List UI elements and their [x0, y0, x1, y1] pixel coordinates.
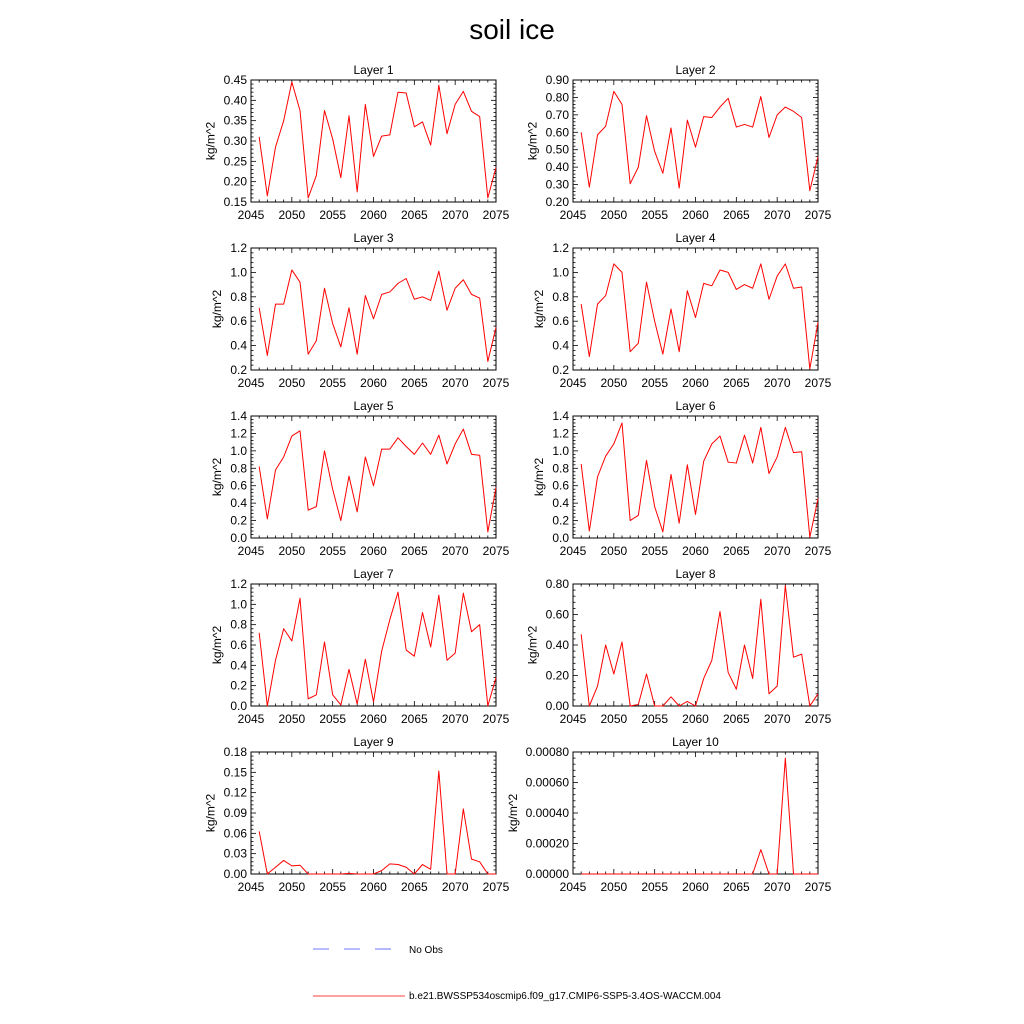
x-tick-label: 2055	[319, 712, 347, 726]
plot-frame	[251, 584, 496, 706]
y-tick-label: 0.0	[552, 531, 569, 545]
x-tick-label: 2050	[600, 376, 628, 390]
x-tick-label: 2070	[763, 208, 791, 222]
chart-title: Layer 5	[353, 399, 394, 413]
y-axis-label: kg/m^2	[203, 793, 218, 833]
y-tick-label: 1.2	[230, 577, 247, 591]
y-tick-label: 0.20	[223, 174, 247, 189]
x-tick-label: 2075	[804, 376, 832, 390]
x-tick-label: 2065	[400, 208, 428, 222]
y-tick-label: 0.60	[545, 607, 569, 622]
legend	[313, 945, 721, 1002]
x-tick-label: 2065	[400, 880, 428, 894]
chart-panel-9	[203, 735, 509, 894]
chart-panel-10	[506, 735, 831, 894]
y-tick-label: 0.4	[230, 658, 247, 673]
x-tick-label: 2045	[237, 544, 265, 558]
chart-panel-2	[525, 63, 831, 222]
y-tick-label: 0.00000	[525, 867, 569, 881]
y-axis-label: kg/m^2	[209, 625, 224, 665]
x-tick-label: 2070	[441, 880, 469, 894]
y-tick-label: 0.4	[230, 496, 247, 511]
x-tick-label: 2045	[559, 208, 587, 222]
plot-frame	[573, 584, 818, 706]
x-tick-label: 2045	[237, 880, 265, 894]
y-tick-label: 0.00	[223, 867, 247, 881]
x-tick-label: 2060	[682, 880, 709, 894]
y-tick-label: 1.0	[230, 443, 247, 458]
x-tick-label: 2050	[600, 208, 628, 222]
x-tick-label: 2075	[482, 376, 510, 390]
x-tick-label: 2060	[682, 544, 709, 558]
series-line	[581, 758, 818, 874]
series-line	[581, 91, 818, 190]
x-tick-label: 2060	[360, 376, 387, 390]
y-tick-label: 0.30	[223, 134, 247, 148]
x-tick-label: 2050	[278, 544, 306, 558]
y-axis-label: kg/m^2	[525, 121, 540, 161]
x-tick-label: 2060	[682, 712, 709, 726]
x-tick-label: 2045	[237, 376, 265, 390]
x-tick-label: 2075	[482, 208, 510, 222]
series-line	[259, 270, 496, 362]
y-tick-label: 0.6	[552, 478, 569, 493]
x-tick-label: 2055	[319, 544, 347, 558]
chart-title: Layer 7	[353, 567, 394, 581]
chart-title: Layer 2	[675, 63, 716, 77]
x-tick-label: 2070	[763, 376, 791, 390]
x-tick-label: 2065	[722, 712, 750, 726]
x-tick-label: 2070	[763, 880, 791, 894]
y-axis-label: kg/m^2	[531, 289, 546, 329]
x-tick-label: 2075	[804, 712, 832, 726]
x-tick-label: 2055	[319, 880, 347, 894]
y-tick-label: 0.6	[230, 314, 247, 329]
plot-frame	[251, 752, 496, 874]
y-tick-label: 1.0	[230, 597, 247, 612]
y-tick-label: 0.20	[545, 668, 569, 683]
x-tick-label: 2060	[682, 376, 709, 390]
x-tick-label: 2075	[804, 544, 832, 558]
plot-frame	[573, 248, 818, 370]
x-tick-label: 2050	[278, 880, 306, 894]
series-line	[581, 423, 818, 537]
chart-panel-7	[210, 567, 510, 726]
y-tick-label: 0.80	[545, 577, 569, 591]
y-tick-label: 0.2	[552, 363, 569, 377]
y-tick-label: 1.0	[552, 265, 569, 280]
y-tick-label: 0.6	[230, 638, 247, 652]
y-tick-label: 0.12	[223, 785, 247, 800]
y-tick-label: 0.8	[230, 289, 247, 304]
y-tick-label: 0.09	[223, 806, 247, 820]
x-tick-label: 2050	[600, 544, 628, 558]
x-tick-label: 2075	[804, 208, 832, 222]
y-tick-label: 1.0	[552, 443, 569, 458]
y-tick-label: 1.4	[552, 409, 569, 423]
x-tick-label: 2045	[237, 712, 265, 726]
x-tick-label: 2055	[319, 376, 347, 390]
x-tick-label: 2060	[360, 880, 387, 894]
x-tick-label: 2070	[763, 544, 791, 558]
x-tick-label: 2045	[559, 376, 587, 390]
y-tick-label: 0.35	[223, 113, 247, 128]
chart-title: Layer 3	[353, 231, 394, 245]
x-tick-label: 2075	[482, 880, 510, 894]
y-tick-label: 0.00080	[525, 745, 569, 759]
y-tick-label: 0.8	[230, 461, 247, 476]
page-title: soil ice	[469, 14, 555, 45]
y-tick-label: 0.6	[552, 314, 569, 329]
legend-label-run: b.e21.BWSSP534oscmip6.f09_g17.CMIP6-SSP5-3.4OS-WACCM.004	[409, 991, 721, 1002]
y-tick-label: 0.2	[552, 513, 569, 528]
x-tick-label: 2050	[278, 712, 306, 726]
series-line	[259, 429, 496, 532]
x-tick-label: 2055	[641, 712, 669, 726]
x-tick-label: 2065	[400, 376, 428, 390]
y-tick-label: 0.03	[223, 846, 247, 861]
x-tick-label: 2045	[237, 208, 265, 222]
y-tick-label: 0.06	[223, 826, 247, 841]
x-tick-label: 2070	[441, 376, 469, 390]
chart-panel-4	[532, 231, 832, 390]
chart-title: Layer 4	[675, 231, 716, 245]
y-tick-label: 1.0	[230, 265, 247, 280]
y-tick-label: 1.2	[552, 426, 569, 441]
series-line	[581, 264, 818, 369]
x-tick-label: 2050	[600, 712, 628, 726]
chart-title: Layer 6	[675, 399, 716, 413]
y-tick-label: 0.00040	[525, 806, 569, 820]
series-line	[259, 771, 496, 874]
plot-frame	[251, 248, 496, 370]
y-tick-label: 0.0	[230, 699, 247, 713]
y-tick-label: 1.2	[552, 241, 569, 255]
y-axis-label: kg/m^2	[531, 457, 546, 497]
x-tick-label: 2055	[641, 208, 669, 222]
plot-frame	[251, 416, 496, 538]
series-line	[581, 586, 818, 706]
y-tick-label: 0.4	[230, 338, 247, 353]
y-tick-label: 0.15	[223, 765, 247, 780]
x-tick-label: 2070	[441, 544, 469, 558]
series-line	[259, 82, 496, 198]
x-tick-label: 2045	[559, 880, 587, 894]
y-tick-label: 0.40	[223, 93, 247, 108]
x-tick-label: 2070	[763, 712, 791, 726]
chart-title: Layer 8	[675, 567, 716, 581]
y-tick-label: 0.00020	[525, 836, 569, 851]
chart-title: Layer 1	[353, 63, 394, 77]
series-line	[259, 592, 496, 706]
y-tick-label: 0.18	[223, 745, 247, 759]
y-tick-label: 0.30	[545, 177, 569, 192]
y-tick-label: 0.00060	[525, 775, 569, 790]
x-tick-label: 2065	[722, 880, 750, 894]
x-tick-label: 2050	[278, 376, 306, 390]
chart-title: Layer 10	[672, 735, 719, 749]
x-tick-label: 2060	[360, 208, 387, 222]
y-tick-label: 0.8	[552, 289, 569, 304]
y-tick-label: 0.40	[545, 638, 569, 652]
y-tick-label: 0.8	[552, 461, 569, 476]
y-tick-label: 1.4	[230, 409, 247, 423]
x-tick-label: 2055	[641, 544, 669, 558]
chart-panel-3	[210, 231, 510, 390]
y-axis-label: kg/m^2	[209, 457, 224, 497]
x-tick-label: 2065	[722, 544, 750, 558]
y-tick-label: 0.45	[223, 73, 247, 87]
plot-frame	[573, 416, 818, 538]
x-tick-label: 2050	[278, 208, 306, 222]
y-tick-label: 0.2	[230, 678, 247, 693]
y-axis-label: kg/m^2	[506, 793, 521, 833]
y-tick-label: 0.2	[230, 513, 247, 528]
x-tick-label: 2075	[482, 544, 510, 558]
x-tick-label: 2060	[360, 544, 387, 558]
y-tick-label: 0.15	[223, 195, 247, 209]
x-tick-label: 2055	[641, 376, 669, 390]
x-tick-label: 2065	[722, 376, 750, 390]
y-tick-label: 0.2	[230, 363, 247, 377]
x-tick-label: 2065	[722, 208, 750, 222]
x-tick-label: 2075	[804, 880, 832, 894]
y-tick-label: 0.00	[545, 699, 569, 713]
chart-title: Layer 9	[353, 735, 394, 749]
y-tick-label: 0.50	[545, 142, 569, 157]
x-tick-label: 2055	[319, 208, 347, 222]
x-tick-label: 2045	[559, 712, 587, 726]
y-axis-label: kg/m^2	[525, 625, 540, 665]
y-tick-label: 0.80	[545, 90, 569, 105]
x-tick-label: 2060	[360, 712, 387, 726]
legend-label-no-obs: No Obs	[409, 945, 443, 956]
x-tick-label: 2070	[441, 712, 469, 726]
x-tick-label: 2060	[682, 208, 709, 222]
y-tick-label: 0.4	[552, 338, 569, 353]
chart-panel-8	[525, 567, 831, 726]
y-tick-label: 0.4	[552, 496, 569, 511]
y-tick-label: 0.20	[545, 195, 569, 209]
y-tick-label: 1.2	[230, 426, 247, 441]
chart-panel-6	[532, 399, 832, 558]
x-tick-label: 2065	[400, 544, 428, 558]
y-tick-label: 0.6	[230, 478, 247, 493]
y-tick-label: 0.60	[545, 125, 569, 140]
y-tick-label: 0.70	[545, 107, 569, 122]
y-tick-label: 0.90	[545, 73, 569, 87]
y-tick-label: 0.40	[545, 160, 569, 175]
x-tick-label: 2045	[559, 544, 587, 558]
y-tick-label: 1.2	[230, 241, 247, 255]
chart-panel-5	[210, 399, 510, 558]
x-tick-label: 2050	[600, 880, 628, 894]
y-axis-label: kg/m^2	[209, 289, 224, 329]
x-tick-label: 2075	[482, 712, 510, 726]
x-tick-label: 2055	[641, 880, 669, 894]
y-tick-label: 0.8	[230, 617, 247, 632]
x-tick-label: 2070	[441, 208, 469, 222]
chart-panel-1	[203, 63, 509, 222]
x-tick-label: 2065	[400, 712, 428, 726]
y-tick-label: 0.25	[223, 154, 247, 169]
y-tick-label: 0.0	[230, 531, 247, 545]
plot-frame	[573, 80, 818, 202]
y-axis-label: kg/m^2	[203, 121, 218, 161]
